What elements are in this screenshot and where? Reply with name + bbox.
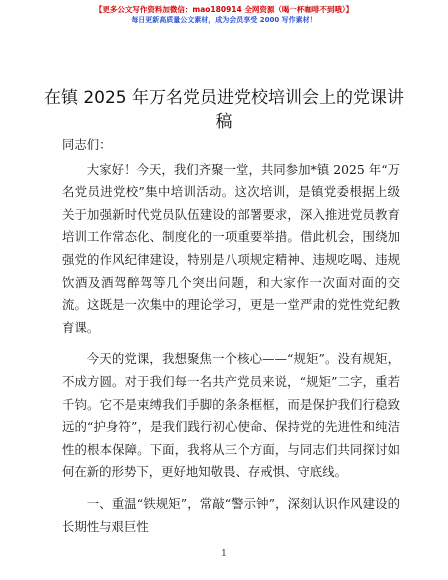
- greeting: 同志们：: [62, 137, 112, 152]
- section-heading-1: 一、重温“铁规矩”，常敲“警示钟”，深刻认识作风建设的长期性与艰巨性: [62, 495, 400, 534]
- promo-line-1: 【更多公文写作资料加微信：mao180914 全网资源（喝一杯咖啡不到哦）】: [94, 5, 354, 14]
- document-title: 在镇 2025 年万名党员进党校培训会上的党课讲稿: [43, 88, 405, 132]
- promo-line-2: 每日更新高质量公文素材，成为会员享受 2000 写作素材！: [131, 16, 317, 24]
- document-body: [62, 134, 400, 547]
- paragraph-intro: 大家好！今天，我们齐聚一堂，共同参加*镇 2025 年“万名党员进党校”集中培训活动。这次培训，是镇党委根据上级关于加强新时代党员队伍建设的部署要求，深入推进党员教育培训工作常态化、制度化的一项重要举措。借此机会，围绕加强党的作风纪律建设，特别是八项规定精神、违规吃喝、违规饮酒及酒驾醉驾等几个突出问题，和大家作一次面对面的交流。这既是一次集中的理论学习，更是一堂严肃的党性党纪教育课。: [62, 161, 400, 335]
- promo-banner: [0, 4, 448, 26]
- paragraph-theme: 今天的党课，我想聚焦一个核心——“规矩”。没有规矩，不成方圆。对于我们每一名共产党员来说，“规矩”二字，重若千钧。它不是束缚我们手脚的条条框框，而是保护我们行稳致远的“护身符”，是我们践行初心使命、保持党的先进性和纯洁性的根本保障。下面，我将从三个方面，与同志们共同探讨如何在新的形势下，更好地知敬畏、存戒惧、守底线。: [62, 351, 400, 480]
- page-number: 1: [221, 549, 227, 559]
